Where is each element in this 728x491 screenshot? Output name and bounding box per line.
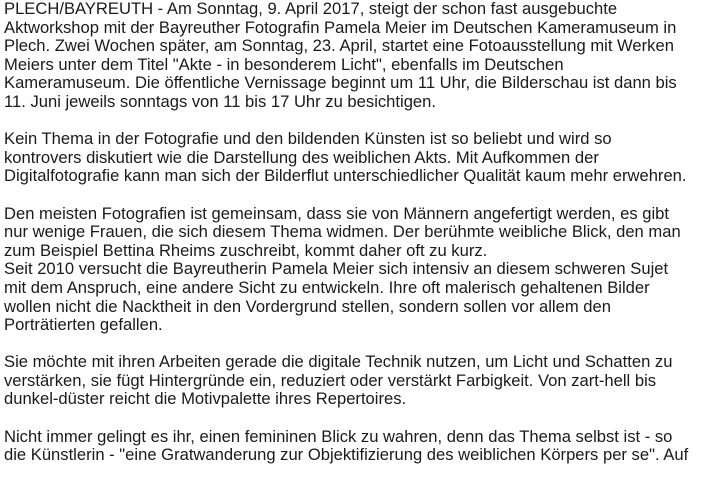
paragraph-female-gaze	[4, 205, 728, 335]
text-line: PLECH/BAYREUTH - Am Sonntag, 9. April 2017, steigt der schon fast ausgebuchte	[4, 0, 618, 18]
text-line: mit dem Anspruch, eine andere Sicht zu entwickeln. Ihre oft malerisch gehaltenen Bilder	[4, 277, 650, 297]
text-line: Porträtierten gefallen.	[4, 315, 163, 335]
text-line: dunkel-düster reicht die Motivpalette ihres Repertoires.	[4, 389, 407, 409]
text-line: Aktworkshop mit der Bayreuther Fotografin Pamela Meier im Deutschen Kameramuseum in	[4, 17, 677, 37]
text-line: Plech. Zwei Wochen später, am Sonntag, 23. April, startet eine Fotoausstellung mit Werken	[4, 36, 674, 56]
text-line: Den meisten Fotografien ist gemeinsam, dass sie von Männern angefertigt werden, es gibt	[4, 203, 670, 223]
article-body	[4, 0, 728, 483]
paragraph-gaze-balance	[4, 428, 728, 465]
text-line: Kameramuseum. Die öffentliche Vernissage beginnt um 11 Uhr, die Bilderschau ist dann bis	[4, 73, 677, 93]
text-line: Meiers unter dem Titel "Akte - in besonderem Licht", ebenfalls im Deutschen	[4, 54, 564, 74]
text-line: 11. Juni jeweils sonntags von 11 bis 17 Uhr zu besichtigen.	[4, 91, 436, 111]
text-line: Sie möchte mit ihren Arbeiten gerade die digitale Technik nutzen, um Licht und Schatten zu	[4, 352, 673, 372]
paragraph-intro	[4, 0, 728, 112]
text-line: zum Beispiel Bettina Rheims zuschreibt, kommt daher oft zu kurz.	[4, 240, 488, 260]
text-line: Nicht immer gelingt es ihr, einen femininen Blick zu wahren, denn das Thema selbst ist - so	[4, 426, 673, 446]
paragraph-technique	[4, 353, 728, 409]
text-line: Kein Thema in der Fotografie und den bildenden Künsten ist so beliebt und wird so	[4, 129, 612, 149]
text-line: nur wenige Frauen, die sich diesem Thema widmen. Der berühmte weibliche Blick, den man	[4, 222, 681, 242]
paragraph-theme	[4, 130, 728, 186]
text-line: Seit 2010 versucht die Bayreutherin Pamela Meier sich intensiv an diesem schweren Sujet	[4, 259, 669, 279]
text-line: Digitalfotografie kann man sich der Bilderflut unterschiedlicher Qualität kaum mehr erwehren.	[4, 166, 687, 186]
text-line: verstärken, sie fügt Hintergründe ein, reduziert oder verstärkt Farbigkeit. Von zart-hell bis	[4, 370, 657, 390]
text-line: die Künstlerin - "eine Gratwanderung zur Objektifizierung des weiblichen Körpers per se". Auf	[4, 445, 689, 465]
text-line: wollen nicht die Nacktheit in den Vordergrund stellen, sondern sollen vor allem den	[4, 296, 611, 316]
text-line: kontrovers diskutiert wie die Darstellung des weiblichen Akts. Mit Aufkommen der	[4, 147, 599, 167]
